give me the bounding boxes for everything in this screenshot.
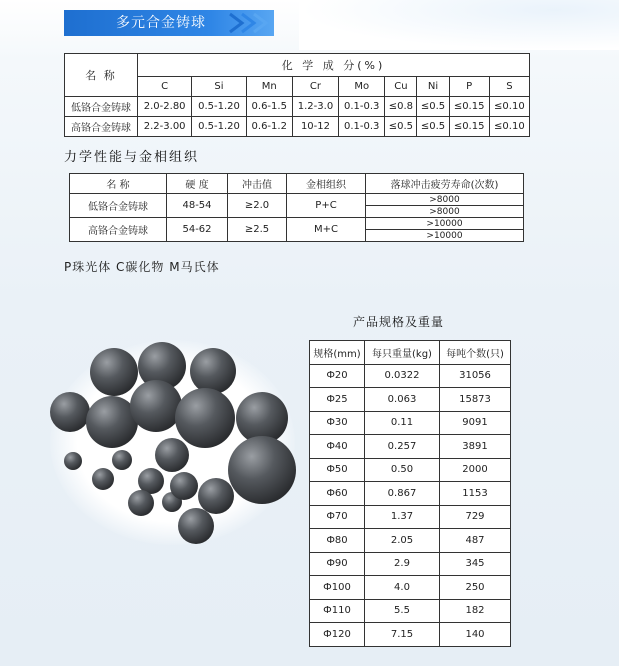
size-cell: Ф40 [310,435,365,459]
table-cell: ≤0.15 [449,97,489,117]
table-row [70,218,524,230]
table-cell: 10-12 [292,117,338,137]
table-row [65,117,530,137]
table-row [310,599,511,623]
grinding-ball [112,450,132,470]
column-header: 落球冲击疲劳寿命(次数) [366,174,524,194]
column-header: 每吨个数(只) [440,341,511,365]
weight-cell: 2.9 [365,552,440,576]
grinding-ball [170,472,198,500]
size-cell: Ф70 [310,505,365,529]
count-cell: 140 [440,623,511,647]
size-cell: Ф80 [310,529,365,553]
count-cell: 31056 [440,364,511,388]
table-row [310,411,511,435]
banner-title: 多元合金铸球 [116,15,206,31]
table-cell: 54-62 [167,218,228,242]
element-header: C [138,77,192,97]
size-cell: Ф90 [310,552,365,576]
double-chevron-icon [228,12,272,34]
count-cell: 729 [440,505,511,529]
weight-cell: 2.05 [365,529,440,553]
count-cell: 3891 [440,435,511,459]
element-header: Cr [292,77,338,97]
table-cell: ≤0.5 [417,97,449,117]
mech-section-title: 力学性能与金相组织 [64,150,200,165]
table-cell: >10000 [366,230,524,242]
element-header: Si [192,77,246,97]
mechanical-table [69,173,524,242]
table-cell: P+C [287,194,366,218]
element-header: Mn [246,77,292,97]
count-cell: 182 [440,599,511,623]
size-cell: Ф110 [310,599,365,623]
table-cell: M+C [287,218,366,242]
grinding-ball [130,380,182,432]
product-photo [50,340,295,545]
table-row [310,552,511,576]
column-header: 硬 度 [167,174,228,194]
table-cell: 0.1-0.3 [339,97,385,117]
element-header: Mo [339,77,385,97]
table-row [310,529,511,553]
table-row [310,388,511,412]
grinding-ball [175,388,235,448]
size-cell: Ф50 [310,458,365,482]
table-cell: ≥2.0 [228,194,287,218]
table-row [310,576,511,600]
grinding-ball [190,348,236,394]
count-cell: 345 [440,552,511,576]
table-row [310,505,511,529]
name-header: 名 称 [65,54,138,97]
count-cell: 15873 [440,388,511,412]
table-cell: ≤0.10 [489,117,529,137]
grinding-ball [90,348,138,396]
size-cell: Ф30 [310,411,365,435]
grinding-ball [178,508,214,544]
table-cell: ≤0.15 [449,117,489,137]
table-row [310,435,511,459]
grinding-ball [92,468,114,490]
weight-cell: 0.063 [365,388,440,412]
grinding-ball [64,452,82,470]
weight-cell: 5.5 [365,599,440,623]
table-cell: 0.6-1.5 [246,97,292,117]
weight-cell: 1.37 [365,505,440,529]
column-header: 冲击值 [228,174,287,194]
weight-cell: 0.0322 [365,364,440,388]
count-cell: 250 [440,576,511,600]
table-row [65,97,530,117]
spec-table [309,340,511,647]
spec-section-title: 产品规格及重量 [353,315,445,329]
size-cell: Ф120 [310,623,365,647]
table-row [310,482,511,506]
weight-cell: 7.15 [365,623,440,647]
composition-group-header: 化 学 成 分(%) [138,54,530,77]
column-header: 金相组织 [287,174,366,194]
table-cell: ≤0.10 [489,97,529,117]
count-cell: 487 [440,529,511,553]
table-cell: 0.5-1.20 [192,117,246,137]
table-cell: 1.2-3.0 [292,97,338,117]
table-cell: >8000 [366,194,524,206]
grinding-ball [228,436,296,504]
table-cell: 2.2-3.00 [138,117,192,137]
column-header: 每只重量(kg) [365,341,440,365]
size-cell: Ф100 [310,576,365,600]
weight-cell: 0.11 [365,411,440,435]
element-header: Ni [417,77,449,97]
row-name: 低铬合金铸球 [65,97,138,117]
table-cell: 48-54 [167,194,228,218]
grinding-ball [128,490,154,516]
table-cell: ≤0.5 [385,117,417,137]
row-name: 高铬合金铸球 [70,218,167,242]
header-row [70,174,524,194]
table-row [310,458,511,482]
table-cell: 0.6-1.2 [246,117,292,137]
grinding-ball [155,438,189,472]
size-cell: Ф60 [310,482,365,506]
weight-cell: 4.0 [365,576,440,600]
element-header: Cu [385,77,417,97]
table-row [310,623,511,647]
count-cell: 9091 [440,411,511,435]
row-name: 低铬合金铸球 [70,194,167,218]
table-cell: 2.0-2.80 [138,97,192,117]
size-cell: Ф25 [310,388,365,412]
element-header: S [489,77,529,97]
size-cell: Ф20 [310,364,365,388]
weight-cell: 0.257 [365,435,440,459]
count-cell: 1153 [440,482,511,506]
table-cell: ≤0.8 [385,97,417,117]
count-cell: 2000 [440,458,511,482]
weight-cell: 0.867 [365,482,440,506]
table-cell: ≤0.5 [417,117,449,137]
composition-table [64,53,530,137]
weight-cell: 0.50 [365,458,440,482]
header-row [310,341,511,365]
column-header: 名 称 [70,174,167,194]
element-header: P [449,77,489,97]
legend-note: P珠光体 C碳化物 M马氏体 [64,260,220,274]
table-row [70,194,524,206]
column-header: 规格(mm) [310,341,365,365]
table-cell: 0.1-0.3 [339,117,385,137]
table-row [310,364,511,388]
table-cell: 0.5-1.20 [192,97,246,117]
grinding-ball [50,392,90,432]
table-cell: >10000 [366,218,524,230]
sky-background [299,0,619,50]
table-cell: >8000 [366,206,524,218]
row-name: 高铬合金铸球 [65,117,138,137]
table-cell: ≥2.5 [228,218,287,242]
